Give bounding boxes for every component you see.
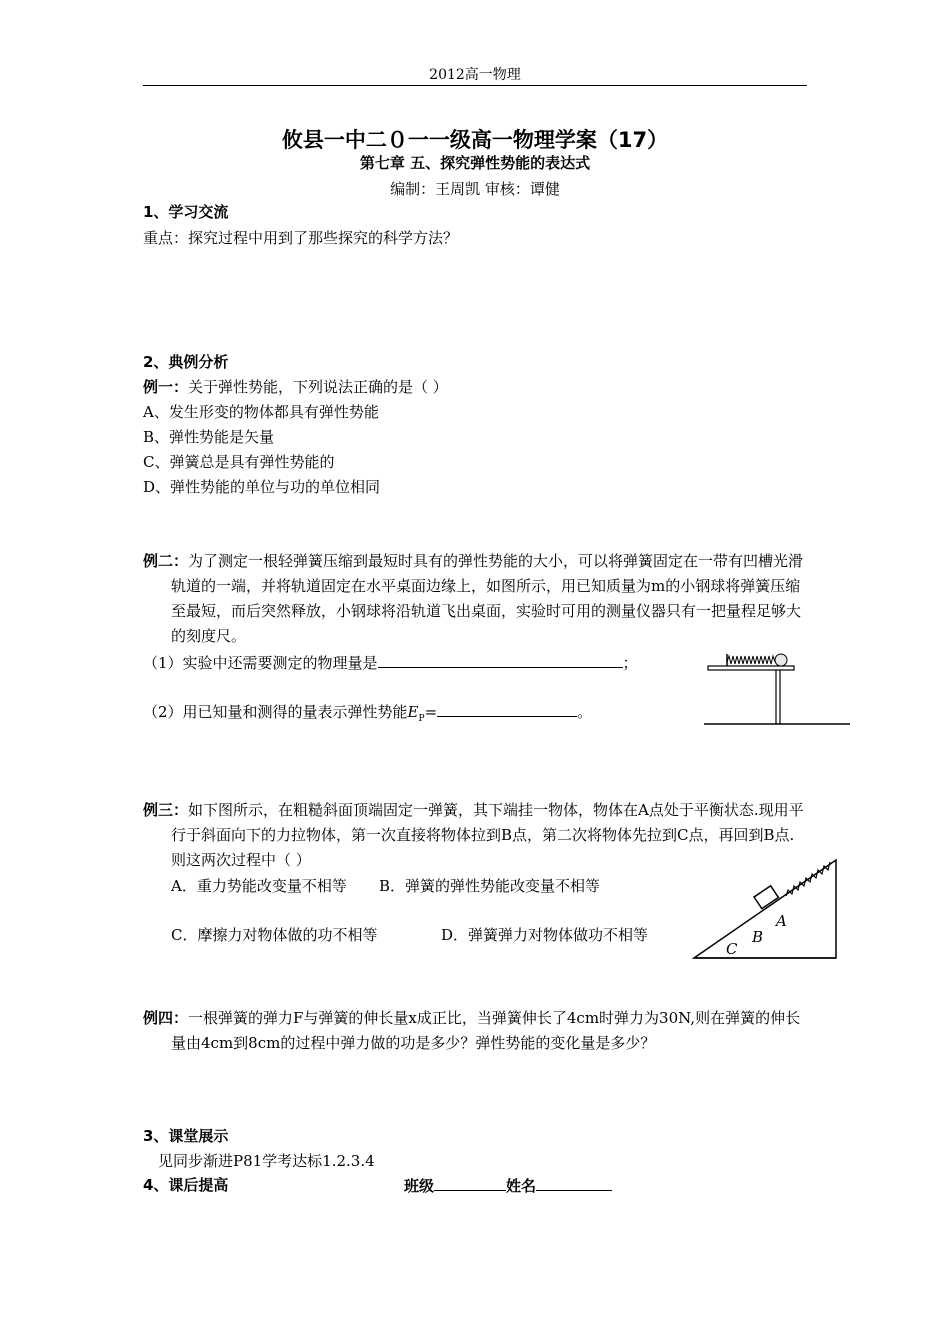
- example2: [143, 549, 809, 649]
- example1: [143, 376, 448, 397]
- example2-q2-text: （2）用已知量和测得的量表示弹性势能: [143, 703, 408, 721]
- section4-heading: 4、课后提高: [143, 1176, 229, 1194]
- example1-question: 关于弹性势能，下列说法正确的是（ ）: [188, 378, 448, 396]
- example1-option-b: B、弹性势能是矢量: [143, 428, 275, 446]
- example4-text: 一根弹簧的弹力F与弹簧的伸长量x成正比，当弹簧伸长了4cm时弹力为30N,则在弹簧的伸长量由4cm到8cm的过程中弹力做的功是多少？弹性势能的变化量是多少？: [171, 1009, 801, 1052]
- steel-ball-icon: [775, 654, 787, 666]
- section2-heading: 2、典例分析: [143, 353, 229, 371]
- example3-text: 如下图所示，在粗糙斜面顶端固定一弹簧，其下端挂一物体，物体在A点处于平衡状态.现用平行于斜面向下的力拉物体，第一次直接将物体拉到B点，第二次将物体先拉到C点，再回到B点.则这两次过程中（ ）: [171, 801, 804, 869]
- example1-option-a: A、发生形变的物体都具有弹性势能: [143, 403, 379, 421]
- document-title: 攸县一中二０一一级高一物理学案（17）: [281, 128, 669, 152]
- section1-focus: 重点：探究过程中用到了那些探究的科学方法？: [143, 229, 459, 247]
- section1-heading: 1、学习交流: [143, 203, 229, 221]
- example3-label: 例三：: [143, 801, 189, 819]
- incline-slope: [694, 860, 836, 958]
- editors-line: 编制：王周凯 审核：谭健: [390, 180, 560, 198]
- example2-q2-end: 。: [577, 703, 593, 721]
- page-header: 2012高一物理: [429, 67, 521, 83]
- track: [708, 666, 794, 670]
- example1-option-c: C、弹簧总是具有弹性势能的: [143, 453, 335, 471]
- example2-q2: [143, 700, 592, 724]
- header-rule: [143, 85, 807, 86]
- class-field: [404, 1174, 612, 1196]
- table-spring-figure: [700, 644, 852, 728]
- example1-option-d: D、弹性势能的单位与功的单位相同: [143, 478, 381, 496]
- example4-label: 例四：: [143, 1009, 189, 1027]
- example3-option-b: B．弹簧的弹性势能改变量不相等: [379, 877, 601, 895]
- point-c-label: C: [726, 940, 738, 958]
- name-blank[interactable]: [536, 1174, 612, 1191]
- class-blank[interactable]: [434, 1174, 506, 1191]
- example3-option-d: D．弹簧弹力对物体做功不相等: [441, 926, 649, 944]
- example3-option-c: C．摩擦力对物体做的功不相等: [171, 926, 378, 944]
- energy-symbol: E: [407, 703, 419, 721]
- point-b-label: B: [752, 928, 764, 946]
- example4: [143, 1006, 809, 1056]
- document-subtitle: 第七章 五、探究弹性势能的表达式: [359, 154, 591, 172]
- example2-text: 为了测定一根轻弹簧压缩到最短时具有的弹性势能的大小，可以将弹簧固定在一带有凹槽光滑轨道的一端，并将轨道固定在水平桌面边缘上，如图所示，用已知质量为m的小钢球将弹簧压缩至最短，而后突然释放，小钢球将沿轨道飞出桌面，实验时可用的测量仪器只有一把量程足够大的刻度尺。: [171, 552, 804, 645]
- name-label: 姓名: [506, 1177, 537, 1195]
- example2-q1-end: ；: [622, 654, 638, 672]
- example2-q2-eq: =: [424, 703, 438, 721]
- class-label: 班级: [404, 1177, 435, 1195]
- example1-label: 例一：: [143, 378, 189, 396]
- example2-q1-blank[interactable]: [378, 651, 623, 668]
- spring-icon: [727, 656, 775, 664]
- example3-option-a: A．重力势能改变量不相等: [171, 877, 347, 895]
- incline-figure: [690, 852, 840, 964]
- section3-heading: 3、课堂展示: [143, 1127, 229, 1145]
- block-icon: [754, 886, 778, 909]
- example2-q1: [143, 651, 638, 673]
- example2-q2-blank[interactable]: [437, 700, 577, 717]
- section3-text: 见同步渐进P81学考达标1.2.3.4: [158, 1152, 375, 1170]
- example2-label: 例二：: [143, 552, 189, 570]
- example2-q1-text: （1）实验中还需要测定的物理量是: [143, 654, 378, 672]
- point-a-label: A: [776, 912, 787, 930]
- energy-subscript: P: [418, 714, 425, 724]
